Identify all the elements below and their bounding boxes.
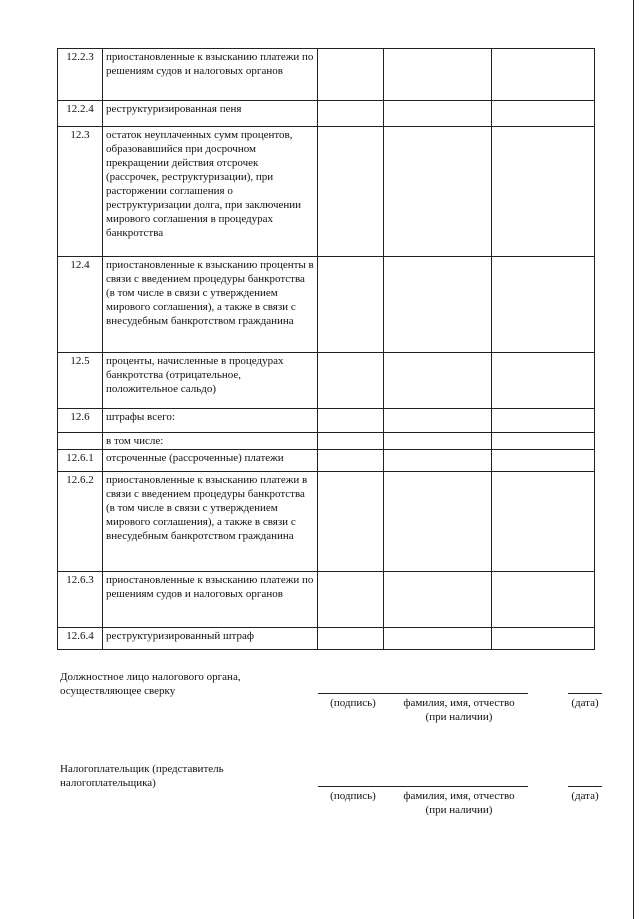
value-cell (384, 628, 492, 650)
value-cell (318, 257, 384, 353)
official-name-line (318, 693, 528, 694)
value-cell (384, 433, 492, 450)
value-cell (318, 49, 384, 101)
table-row (58, 353, 595, 409)
taxpayer-date-label: (дата) (571, 790, 599, 802)
row-code: 12.6.2 (58, 472, 103, 572)
taxpayer-name-note: (при наличии) (425, 804, 493, 816)
row-code: 12.4 (58, 257, 103, 353)
value-cell (318, 127, 384, 257)
official-date-line (568, 693, 602, 694)
row-description: остаток неуплаченных сумм процентов, образовавшийся при досрочном прекращении действия отсрочек (рассрочек, реструктуризации), при расторжении соглашения о реструктуризации долга, при заключении мирового соглашения в процедурах банкротства (103, 127, 318, 257)
taxpayer-name-label: фамилия, имя, отчество (403, 790, 515, 802)
value-cell (384, 572, 492, 628)
row-description: реструктуризированная пеня (103, 101, 318, 127)
official-name-label: фамилия, имя, отчество (403, 697, 515, 709)
value-cell (384, 257, 492, 353)
taxpayer-date-line (568, 786, 602, 787)
value-cell (492, 628, 595, 650)
value-cell (384, 353, 492, 409)
table-row (58, 101, 595, 127)
row-description: в том числе: (103, 433, 318, 450)
value-cell (384, 101, 492, 127)
value-cell (384, 472, 492, 572)
table-row (58, 127, 595, 257)
row-code: 12.2.4 (58, 101, 103, 127)
table-row (58, 450, 595, 472)
table-row (58, 257, 595, 353)
row-code (58, 433, 103, 450)
value-cell (318, 572, 384, 628)
value-cell (492, 353, 595, 409)
row-code: 12.3 (58, 127, 103, 257)
value-cell (318, 101, 384, 127)
value-cell (492, 101, 595, 127)
taxpayer-signature-label: (подпись) (330, 790, 376, 802)
official-signature-label: (подпись) (330, 697, 376, 709)
value-cell (384, 450, 492, 472)
value-cell (318, 409, 384, 433)
official-title: Должностное лицо налогового органа, осуществляющее сверку (60, 671, 241, 697)
reconciliation-table (57, 48, 595, 650)
value-cell (318, 433, 384, 450)
value-cell (318, 450, 384, 472)
value-cell (318, 472, 384, 572)
value-cell (492, 49, 595, 101)
taxpayer-name-line (318, 786, 528, 787)
row-description: штрафы всего: (103, 409, 318, 433)
row-code: 12.6.3 (58, 572, 103, 628)
value-cell (492, 127, 595, 257)
table-row (58, 49, 595, 101)
table-row (58, 628, 595, 650)
official-date-label: (дата) (571, 697, 599, 709)
official-name-note: (при наличии) (425, 711, 493, 723)
row-description: приостановленные к взысканию платежи по решениям судов и налоговых органов (103, 49, 318, 101)
value-cell (318, 353, 384, 409)
row-description: приостановленные к взысканию проценты в связи с введением процедуры банкротства (в том числе в связи с утверждением мирового соглашения), а также в связи с внесудебным банкротством гражданина (103, 257, 318, 353)
value-cell (384, 409, 492, 433)
value-cell (492, 472, 595, 572)
value-cell (492, 450, 595, 472)
value-cell (384, 127, 492, 257)
table-row (58, 409, 595, 433)
row-code: 12.6 (58, 409, 103, 433)
value-cell (492, 257, 595, 353)
taxpayer-title: Налогоплательщик (представитель налогоплательщика) (60, 763, 224, 789)
table-row (58, 433, 595, 450)
row-description: отсроченные (рассроченные) платежи (103, 450, 318, 472)
table-row (58, 572, 595, 628)
value-cell (492, 409, 595, 433)
row-description: реструктуризированный штраф (103, 628, 318, 650)
row-code: 12.2.3 (58, 49, 103, 101)
row-code: 12.6.4 (58, 628, 103, 650)
row-code: 12.6.1 (58, 450, 103, 472)
value-cell (318, 628, 384, 650)
page-border (633, 0, 634, 919)
value-cell (492, 572, 595, 628)
value-cell (492, 433, 595, 450)
value-cell (384, 49, 492, 101)
row-description: приостановленные к взысканию платежи по решениям судов и налоговых органов (103, 572, 318, 628)
row-description: приостановленные к взысканию платежи в связи с введением процедуры банкротства (в том числе в связи с утверждением мирового соглашения), а также в связи с внесудебным банкротством гражданина (103, 472, 318, 572)
table-row (58, 472, 595, 572)
row-code: 12.5 (58, 353, 103, 409)
row-description: проценты, начисленные в процедурах банкротства (отрицательное, положительное сальдо) (103, 353, 318, 409)
